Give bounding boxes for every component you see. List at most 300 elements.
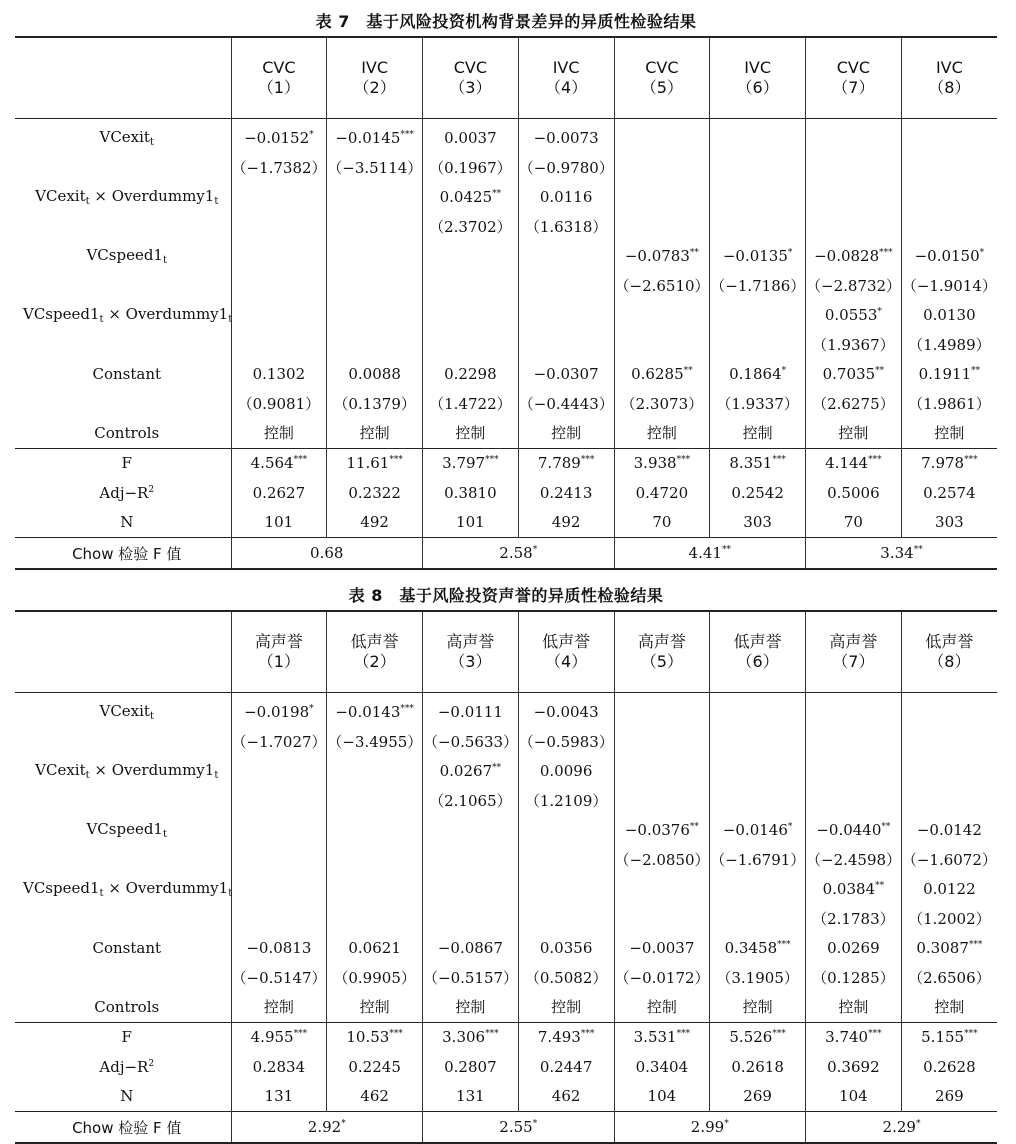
significance-stars: ** bbox=[689, 247, 699, 258]
cell-value: （−2.6510） bbox=[614, 276, 710, 295]
column-index: （5） bbox=[640, 652, 683, 671]
cell-value: 控制 bbox=[359, 424, 390, 443]
cell-value: 0.7035 bbox=[822, 364, 876, 383]
table-cell bbox=[614, 904, 710, 934]
table-cell bbox=[518, 874, 614, 904]
table-cell bbox=[806, 933, 902, 963]
row-label bbox=[15, 727, 231, 757]
cell-value: 0.0037 bbox=[444, 128, 497, 147]
cell-value: −0.0828 bbox=[814, 246, 880, 265]
cell-value: −0.0143 bbox=[335, 702, 401, 721]
row-label bbox=[15, 212, 231, 242]
row-label bbox=[15, 508, 231, 538]
table-cell bbox=[901, 1022, 997, 1052]
column-number bbox=[423, 78, 519, 119]
cell-value: （−2.4598） bbox=[806, 850, 902, 869]
table-cell bbox=[327, 963, 423, 993]
table-row bbox=[15, 212, 997, 242]
table-cell bbox=[423, 1082, 519, 1112]
table-cell bbox=[423, 963, 519, 993]
column-number bbox=[423, 652, 519, 693]
label-subscript: t bbox=[99, 313, 104, 325]
cell-value: −0.0146 bbox=[722, 820, 788, 839]
table-cell bbox=[710, 933, 806, 963]
table-cell bbox=[327, 359, 423, 389]
row-label bbox=[15, 963, 231, 993]
row-label bbox=[15, 300, 231, 330]
row-label bbox=[15, 992, 231, 1022]
chow-cell bbox=[231, 538, 423, 570]
cell-value: 3.306 bbox=[442, 1028, 486, 1047]
cell-value: （0.5082） bbox=[524, 968, 608, 987]
table-cell bbox=[518, 119, 614, 153]
table-cell bbox=[614, 845, 710, 875]
table-cell bbox=[901, 904, 997, 934]
cell-value: −0.0152 bbox=[244, 128, 310, 147]
table-cell bbox=[614, 992, 710, 1022]
table-cell bbox=[327, 1082, 423, 1112]
cell-value: 2.29 bbox=[882, 1118, 916, 1136]
cell-value: （−0.0172） bbox=[614, 968, 710, 987]
cell-value: （0.1967） bbox=[429, 158, 512, 177]
cell-value: 控制 bbox=[646, 424, 677, 443]
row-label-text: Adj−R bbox=[99, 483, 149, 502]
column-index: （1） bbox=[257, 652, 300, 671]
significance-stars: ** bbox=[492, 762, 502, 773]
column-index: （2） bbox=[353, 652, 396, 671]
table-row bbox=[15, 359, 997, 389]
table-cell bbox=[327, 271, 423, 301]
table-cell bbox=[423, 448, 519, 478]
significance-stars: *** bbox=[777, 939, 791, 950]
cell-value: 控制 bbox=[934, 424, 965, 443]
table-cell bbox=[710, 1052, 806, 1082]
table-cell bbox=[614, 1082, 710, 1112]
row-label bbox=[15, 786, 231, 816]
table-cell bbox=[231, 271, 327, 301]
table-cell bbox=[327, 119, 423, 153]
cell-value: （1.9337） bbox=[716, 394, 799, 413]
row-label-text: F bbox=[121, 454, 132, 473]
table-cell bbox=[901, 300, 997, 330]
cell-value: （−0.5157） bbox=[423, 968, 519, 987]
row-label bbox=[15, 538, 231, 570]
table-cell bbox=[806, 212, 902, 242]
cell-value: 0.0553 bbox=[824, 305, 878, 324]
column-header bbox=[327, 37, 423, 78]
column-index: （1） bbox=[257, 78, 300, 97]
row-label-text: × Overdummy1 bbox=[103, 304, 229, 323]
cell-value: 控制 bbox=[263, 424, 294, 443]
table-cell bbox=[518, 182, 614, 212]
row-label bbox=[15, 1052, 231, 1082]
table-cell bbox=[901, 359, 997, 389]
row-label bbox=[15, 1112, 231, 1144]
cell-value: 10.53 bbox=[346, 1028, 390, 1047]
table-cell bbox=[614, 756, 710, 786]
chow-row bbox=[15, 538, 997, 570]
table-cell bbox=[231, 992, 327, 1022]
table-cell bbox=[901, 756, 997, 786]
stat-row bbox=[15, 508, 997, 538]
table-row bbox=[15, 153, 997, 183]
significance-stars: ** bbox=[913, 545, 923, 555]
table-cell bbox=[231, 874, 327, 904]
table-caption: 表 8 基于风险投资声誉的异质性检验结果 bbox=[348, 586, 664, 605]
cell-value: 0.2413 bbox=[539, 483, 593, 502]
table-cell bbox=[806, 904, 902, 934]
table-cell bbox=[901, 992, 997, 1022]
table-cell bbox=[614, 182, 710, 212]
cell-value: 控制 bbox=[455, 424, 486, 443]
column-header bbox=[806, 37, 902, 78]
table-cell bbox=[231, 359, 327, 389]
cell-value: 控制 bbox=[838, 424, 869, 443]
cell-value: 3.531 bbox=[633, 1028, 677, 1047]
column-name: IVC bbox=[935, 58, 963, 77]
significance-stars: *** bbox=[580, 1029, 595, 1040]
label-subscript: t bbox=[99, 887, 104, 899]
table-cell bbox=[806, 359, 902, 389]
cell-value: （2.3073） bbox=[620, 394, 704, 413]
table-cell bbox=[710, 271, 806, 301]
column-number bbox=[231, 652, 327, 693]
label-superscript: 2 bbox=[148, 484, 155, 495]
column-name: 高声誉 bbox=[254, 632, 303, 651]
table-cell bbox=[423, 992, 519, 1022]
cell-value: 4.41 bbox=[688, 544, 722, 562]
significance-stars: ** bbox=[492, 188, 502, 199]
cell-value: 控制 bbox=[934, 998, 965, 1017]
table-cell bbox=[423, 300, 519, 330]
table-cell bbox=[518, 1082, 614, 1112]
column-name: IVC bbox=[361, 58, 389, 77]
row-label bbox=[15, 874, 231, 904]
cell-value: 2.55 bbox=[499, 1118, 533, 1136]
column-number bbox=[231, 78, 327, 119]
table-cell bbox=[710, 389, 806, 419]
significance-stars: * bbox=[915, 1119, 921, 1129]
table-cell bbox=[423, 359, 519, 389]
table-cell bbox=[901, 1052, 997, 1082]
table-cell bbox=[710, 963, 806, 993]
table-cell bbox=[710, 448, 806, 478]
column-name: IVC bbox=[552, 58, 580, 77]
cell-value: 控制 bbox=[551, 424, 582, 443]
significance-stars: *** bbox=[676, 1029, 691, 1040]
cell-value: 0.2298 bbox=[444, 364, 497, 383]
table-row bbox=[15, 786, 997, 816]
table-cell bbox=[423, 1022, 519, 1052]
table-cell bbox=[901, 786, 997, 816]
row-label bbox=[15, 1022, 231, 1052]
table-cell bbox=[901, 508, 997, 538]
chow-cell bbox=[423, 538, 615, 570]
cell-value: 3.740 bbox=[825, 1028, 869, 1047]
table-cell bbox=[423, 904, 519, 934]
row-label bbox=[15, 933, 231, 963]
stat-row bbox=[15, 1082, 997, 1112]
row-label-text: Chow 检验 F 值 bbox=[72, 1118, 182, 1137]
table-cell bbox=[901, 1082, 997, 1112]
table-cell bbox=[423, 693, 519, 727]
cell-value: 2.92 bbox=[307, 1118, 342, 1136]
label-subscript: t bbox=[228, 313, 233, 325]
column-index: （3） bbox=[449, 78, 492, 97]
cell-value: 0.2807 bbox=[444, 1057, 497, 1076]
table-row bbox=[15, 241, 997, 271]
cell-value: （2.1783） bbox=[812, 909, 895, 928]
table-cell bbox=[614, 359, 710, 389]
table-cell bbox=[423, 119, 519, 153]
table-cell bbox=[710, 904, 806, 934]
table-cell bbox=[806, 508, 902, 538]
column-name: CVC bbox=[645, 58, 679, 77]
table-cell bbox=[518, 330, 614, 360]
table-cell bbox=[614, 212, 710, 242]
chow-cell bbox=[614, 538, 806, 570]
table-cell bbox=[710, 330, 806, 360]
cell-value: 0.0096 bbox=[539, 761, 593, 780]
table-cell bbox=[327, 1022, 423, 1052]
cell-value: 0.2574 bbox=[923, 483, 976, 502]
table-cell bbox=[423, 241, 519, 271]
significance-stars: * bbox=[309, 703, 314, 714]
cell-value: 0.3458 bbox=[724, 938, 778, 957]
table-cell bbox=[231, 478, 327, 508]
row-label bbox=[15, 815, 231, 845]
row-label-text: VCexit bbox=[35, 186, 86, 205]
row-label-text: × Overdummy1 bbox=[89, 186, 215, 205]
cell-value: 104 bbox=[839, 1087, 868, 1106]
significance-stars: *** bbox=[400, 703, 414, 714]
cell-value: 462 bbox=[551, 1087, 581, 1106]
chow-cell bbox=[806, 1112, 998, 1144]
header-row bbox=[15, 652, 997, 693]
cell-value: −0.0073 bbox=[533, 128, 599, 147]
chow-cell bbox=[231, 1112, 423, 1144]
table-cell bbox=[231, 756, 327, 786]
cell-value: 0.3810 bbox=[444, 483, 497, 502]
table-cell bbox=[423, 874, 519, 904]
table-cell bbox=[901, 119, 997, 153]
table-cell bbox=[518, 727, 614, 757]
row-label-text: F bbox=[121, 1028, 132, 1047]
row-label bbox=[15, 359, 231, 389]
cell-value: 3.34 bbox=[880, 544, 914, 562]
cell-value: −0.0037 bbox=[629, 938, 695, 957]
cell-value: 11.61 bbox=[346, 454, 390, 473]
table-cell bbox=[614, 1052, 710, 1082]
column-name: 高声誉 bbox=[637, 632, 686, 651]
table-cell bbox=[901, 389, 997, 419]
table-cell bbox=[327, 212, 423, 242]
cell-value: 5.526 bbox=[729, 1028, 773, 1047]
cell-value: −0.0867 bbox=[437, 938, 503, 957]
cell-value: 0.1864 bbox=[729, 364, 782, 383]
cell-value: （1.6318） bbox=[524, 217, 608, 236]
cell-value: 269 bbox=[935, 1087, 964, 1106]
cell-value: 462 bbox=[360, 1087, 389, 1106]
table-cell bbox=[614, 389, 710, 419]
significance-stars: *** bbox=[772, 455, 786, 466]
stat-row bbox=[15, 448, 997, 478]
row-label-text: Controls bbox=[94, 423, 160, 442]
table-cell bbox=[327, 389, 423, 419]
column-number bbox=[710, 78, 806, 119]
table-cell bbox=[423, 389, 519, 419]
cell-value: 7.789 bbox=[537, 454, 581, 473]
significance-stars: ** bbox=[875, 880, 885, 891]
column-name: 低声誉 bbox=[925, 632, 974, 651]
table-cell bbox=[231, 330, 327, 360]
cell-value: 7.978 bbox=[921, 454, 965, 473]
table-cell bbox=[518, 992, 614, 1022]
significance-stars: ** bbox=[683, 365, 693, 376]
table-cell bbox=[231, 1052, 327, 1082]
table-cell bbox=[806, 241, 902, 271]
cell-value: 8.351 bbox=[729, 454, 773, 473]
stat-row bbox=[15, 478, 997, 508]
table-cell bbox=[710, 182, 806, 212]
table-cell bbox=[231, 904, 327, 934]
cell-value: 控制 bbox=[359, 998, 390, 1017]
table-cell bbox=[327, 845, 423, 875]
cell-value: （−0.5983） bbox=[518, 732, 614, 751]
row-label-text: VCexit bbox=[99, 127, 150, 146]
cell-value: 131 bbox=[456, 1087, 485, 1106]
cell-value: −0.0111 bbox=[437, 702, 503, 721]
cell-value: 0.2447 bbox=[539, 1057, 593, 1076]
table-cell bbox=[231, 241, 327, 271]
cell-value: 5.155 bbox=[921, 1028, 965, 1047]
table-cell bbox=[423, 182, 519, 212]
cell-value: 7.493 bbox=[537, 1028, 581, 1047]
table-cell bbox=[901, 478, 997, 508]
cell-value: 0.0116 bbox=[539, 187, 593, 206]
table-cell bbox=[518, 153, 614, 183]
table-cell bbox=[231, 212, 327, 242]
row-label bbox=[15, 241, 231, 271]
cell-value: −0.0813 bbox=[246, 938, 312, 957]
table-cell bbox=[901, 693, 997, 727]
table-row bbox=[15, 693, 997, 727]
column-number bbox=[518, 652, 614, 693]
column-index: （6） bbox=[736, 78, 779, 97]
cell-value: 控制 bbox=[838, 998, 869, 1017]
significance-stars: * bbox=[309, 129, 314, 140]
table-cell bbox=[327, 756, 423, 786]
cell-value: （−1.7186） bbox=[710, 276, 806, 295]
significance-stars: * bbox=[532, 1119, 538, 1129]
table-cell bbox=[231, 153, 327, 183]
significance-stars: ** bbox=[971, 365, 981, 376]
cell-value: 0.4720 bbox=[635, 483, 689, 502]
table-cell bbox=[518, 963, 614, 993]
column-number bbox=[614, 78, 710, 119]
table-cell bbox=[327, 448, 423, 478]
cell-value: 269 bbox=[743, 1087, 772, 1106]
column-name: 高声誉 bbox=[829, 632, 878, 651]
column-name: IVC bbox=[744, 58, 772, 77]
cell-value: 0.2542 bbox=[731, 483, 784, 502]
cell-value: 2.99 bbox=[690, 1118, 725, 1136]
cell-value: 0.6285 bbox=[631, 364, 684, 383]
cell-value: 控制 bbox=[646, 998, 677, 1017]
table-cell bbox=[518, 271, 614, 301]
row-label-text: N bbox=[120, 1087, 134, 1106]
table-cell bbox=[614, 478, 710, 508]
cell-value: 4.564 bbox=[250, 454, 294, 473]
column-header bbox=[327, 611, 423, 652]
cell-value: 0.68 bbox=[310, 544, 344, 562]
table-cell bbox=[231, 119, 327, 153]
table-cell bbox=[423, 478, 519, 508]
table-cell bbox=[518, 359, 614, 389]
table-cell bbox=[231, 508, 327, 538]
table-cell bbox=[710, 153, 806, 183]
header-stub bbox=[15, 37, 231, 78]
column-header bbox=[423, 37, 519, 78]
table-cell bbox=[327, 1052, 423, 1082]
table-cell bbox=[327, 727, 423, 757]
cell-value: 0.0425 bbox=[439, 187, 493, 206]
table-cell bbox=[806, 815, 902, 845]
table-cell bbox=[806, 1022, 902, 1052]
table-cell bbox=[901, 271, 997, 301]
table-cell bbox=[327, 241, 423, 271]
column-index: （7） bbox=[832, 78, 875, 97]
table-cell bbox=[806, 389, 902, 419]
header-stub bbox=[15, 611, 231, 652]
cell-value: （1.2109） bbox=[524, 791, 608, 810]
column-name: 低声誉 bbox=[542, 632, 591, 651]
significance-stars: * bbox=[979, 247, 985, 258]
table-cell bbox=[806, 1052, 902, 1082]
table-cell bbox=[614, 271, 710, 301]
table-cell bbox=[423, 756, 519, 786]
table-cell bbox=[518, 693, 614, 727]
row-label bbox=[15, 153, 231, 183]
table-cell bbox=[710, 300, 806, 330]
significance-stars: *** bbox=[964, 1029, 978, 1040]
table-cell bbox=[327, 478, 423, 508]
table-cell bbox=[901, 815, 997, 845]
significance-stars: *** bbox=[676, 455, 691, 466]
cell-value: 控制 bbox=[263, 998, 294, 1017]
table-cell bbox=[614, 119, 710, 153]
table-cell bbox=[614, 300, 710, 330]
column-header bbox=[423, 611, 519, 652]
table-cell bbox=[806, 119, 902, 153]
table-cell bbox=[423, 330, 519, 360]
table-row bbox=[15, 756, 997, 786]
column-index: （7） bbox=[832, 652, 875, 671]
table-cell bbox=[901, 153, 997, 183]
table-cell bbox=[901, 448, 997, 478]
cell-value: 3.797 bbox=[442, 454, 486, 473]
column-name: CVC bbox=[262, 58, 296, 77]
cell-value: 101 bbox=[456, 513, 485, 532]
row-label bbox=[15, 182, 231, 212]
column-header bbox=[518, 37, 614, 78]
table-cell bbox=[327, 874, 423, 904]
significance-stars: *** bbox=[772, 1029, 786, 1040]
cell-value: （−2.0850） bbox=[614, 850, 710, 869]
table-row bbox=[15, 874, 997, 904]
cell-value: 0.2834 bbox=[252, 1057, 306, 1076]
table-cell bbox=[614, 727, 710, 757]
